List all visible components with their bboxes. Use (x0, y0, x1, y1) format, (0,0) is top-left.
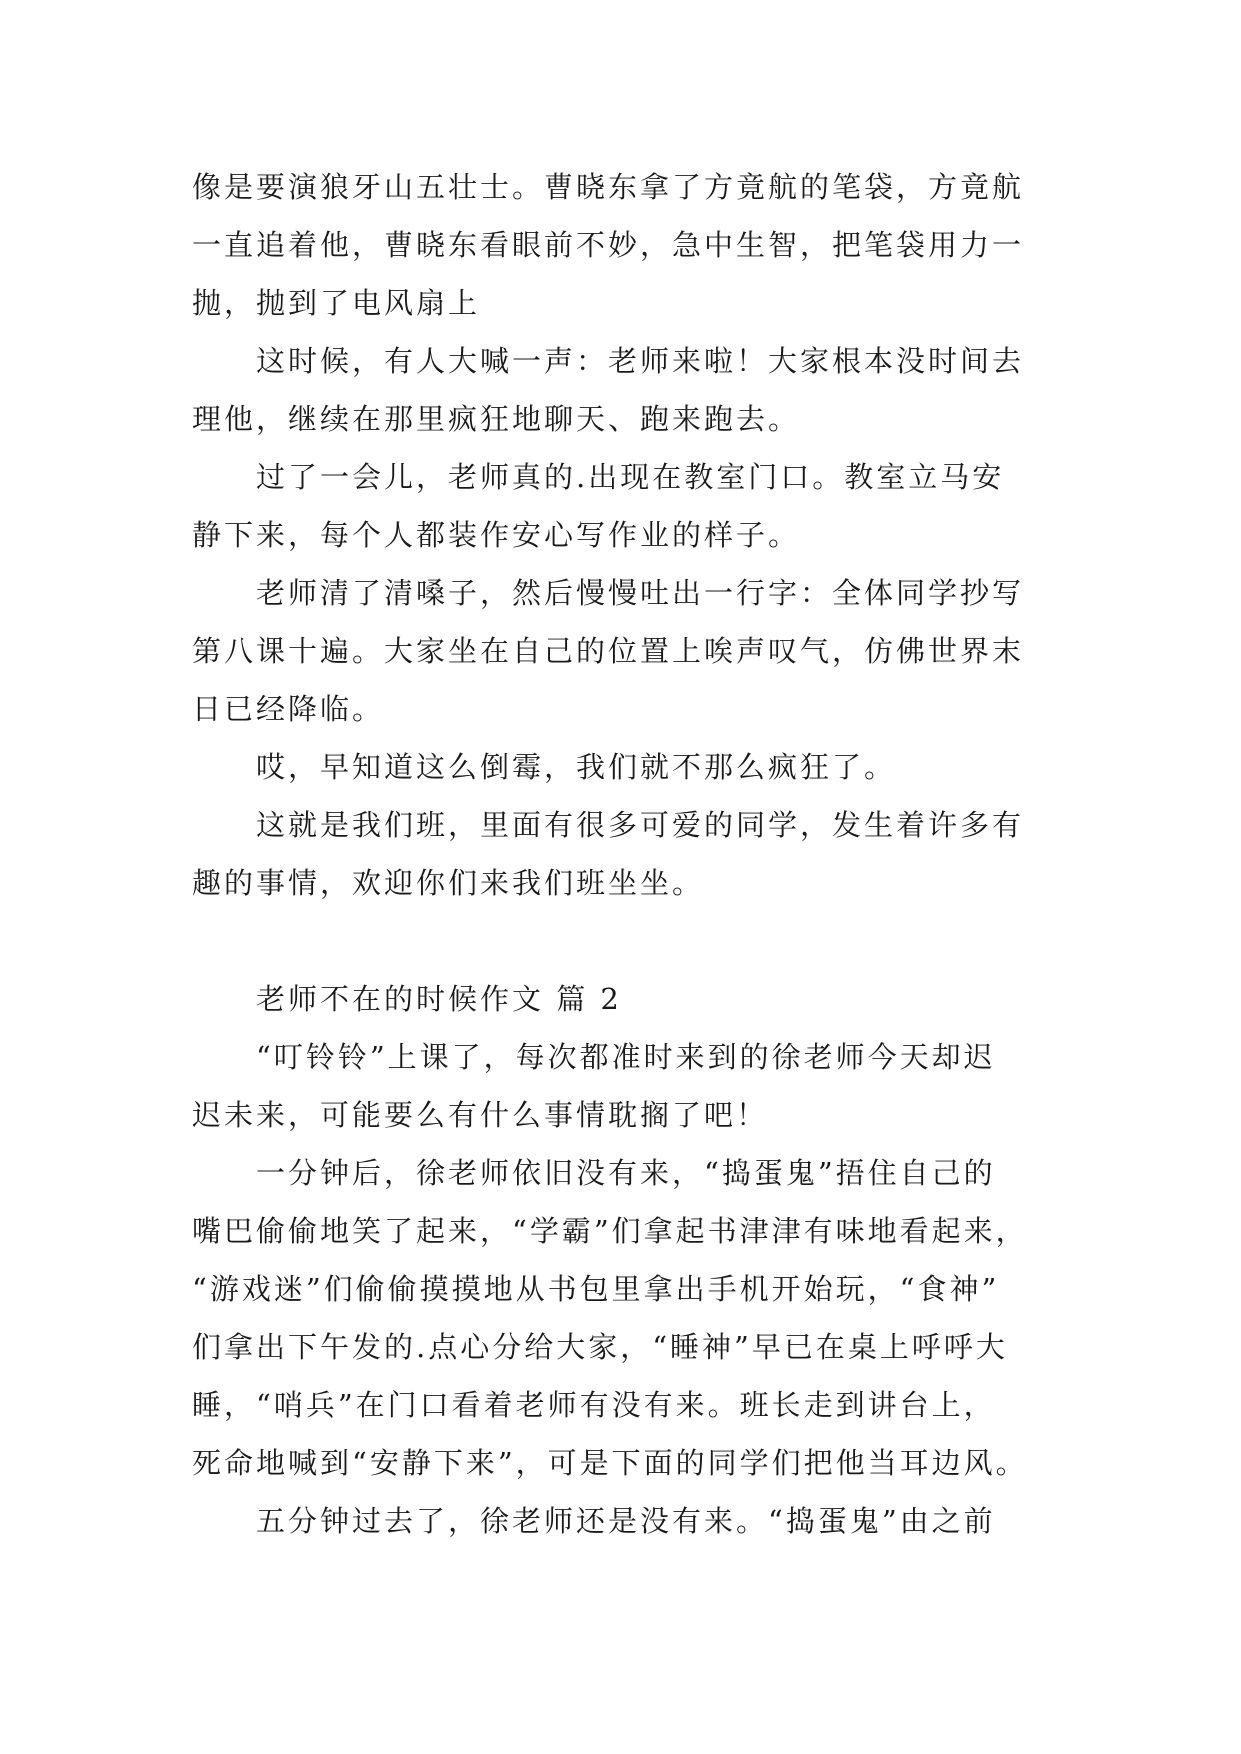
section-heading: 老师不在的时候作文 篇 2 (256, 982, 622, 1016)
paragraph-start: “叮铃铃”上课了，每次都准时来到的徐老师今天却迟 (256, 1040, 996, 1074)
text-line: “游戏迷”们偷偷摸摸地从书包里拿出手机开始玩，“食神” (192, 1272, 1000, 1306)
paragraph-start: 一分钟后，徐老师依旧没有来，“捣蛋鬼”捂住自己的 (256, 1156, 996, 1190)
text-line: 静下来，每个人都装作安心写作业的样子。 (192, 518, 801, 552)
paragraph-start: 过了一会儿，老师真的.出现在教室门口。教室立马安 (256, 460, 1005, 494)
text-line: 死命地喊到“安静下来”，可是下面的同学们把他当耳边风。 (192, 1446, 1028, 1480)
text-line: 一直追着他，曹晓东看眼前不妙，急中生智，把笔袋用力一 (192, 228, 1025, 262)
paragraph-start: 这就是我们班，里面有很多可爱的同学，发生着许多有 (256, 808, 1025, 842)
paragraph-start: 老师清了清嗓子，然后慢慢吐出一行字：全体同学抄写 (256, 576, 1025, 610)
text-line: 睡，“哨兵”在门口看着老师有没有来。班长走到讲台上， (192, 1388, 996, 1422)
text-line: 迟未来，可能要么有什么事情耽搁了吧！ (192, 1098, 769, 1132)
paragraph-start: 五分钟过去了，徐老师还是没有来。“捣蛋鬼”由之前 (256, 1504, 996, 1538)
text-line: 趣的事情，欢迎你们来我们班坐坐。 (192, 866, 705, 900)
paragraph-start: 这时候，有人大喊一声：老师来啦！大家根本没时间去 (256, 344, 1025, 378)
text-line: 日已经降临。 (192, 692, 385, 726)
text-line: 像是要演狼牙山五壮士。曹晓东拿了方竟航的笔袋，方竟航 (192, 170, 1025, 204)
paragraph-start: 哎，早知道这么倒霉，我们就不那么疯狂了。 (256, 750, 897, 784)
text-line: 抛，抛到了电风扇上 (192, 286, 481, 320)
text-line: 理他，继续在那里疯狂地聊天、跑来跑去。 (192, 402, 801, 436)
text-line: 们拿出下午发的.点心分给大家，“睡神”早已在桌上呼呼大 (192, 1330, 1008, 1364)
text-line: 嘴巴偷偷地笑了起来，“学霸”们拿起书津津有味地看起来， (192, 1214, 1028, 1248)
text-line: 第八课十遍。大家坐在自己的位置上唉声叹气，仿佛世界末 (192, 634, 1025, 668)
